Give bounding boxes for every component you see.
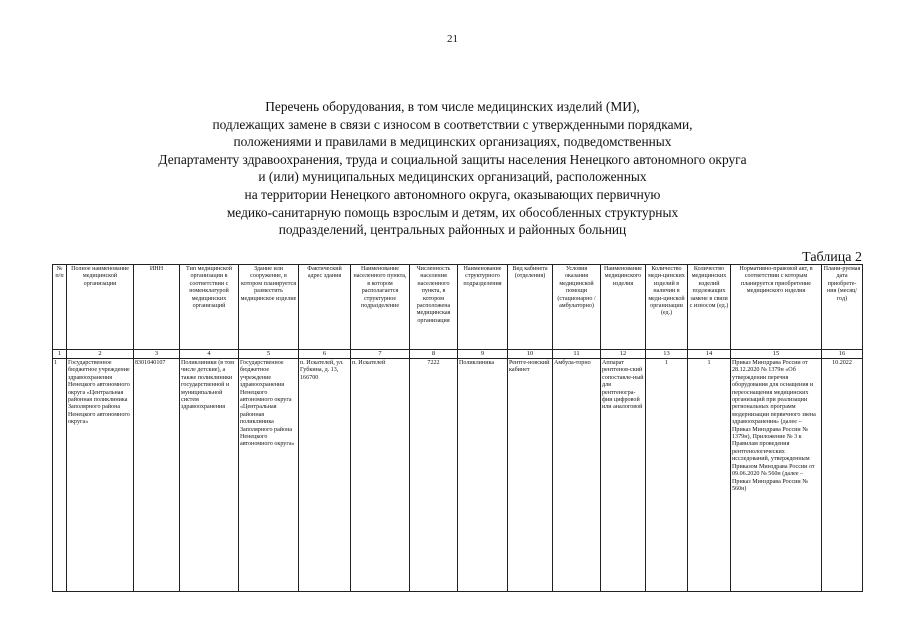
header-cell: Условия оказания медицинской помощи (стационарно / амбулаторно) [553, 265, 601, 350]
column-number: 8 [410, 350, 458, 359]
cell-department: Поликлиника [458, 359, 508, 592]
header-cell: Тип медицинской организации в соответствии с номенклатурой медицинских организаций [180, 265, 239, 350]
header-row [53, 265, 863, 350]
header-cell: Наименование медицинского изделия [601, 265, 646, 350]
column-number: 7 [351, 350, 410, 359]
column-number: 13 [646, 350, 688, 359]
cell-planned-date: 10.2022 [822, 359, 863, 592]
page-number: 21 [447, 33, 458, 45]
column-number: 6 [299, 350, 351, 359]
column-number: 11 [553, 350, 601, 359]
equipment-table [52, 264, 863, 592]
column-number: 12 [601, 350, 646, 359]
column-number: 15 [731, 350, 822, 359]
column-number: 3 [134, 350, 180, 359]
table-label: Таблица 2 [802, 250, 862, 265]
cell-population: 7222 [410, 359, 458, 592]
cell-organization-name: Государственное бюджетное учреждение здравоохранения Ненецкого автономного округа «Центральная районная поликлиника Заполярного района Ненецкого автономного округа» [67, 359, 134, 592]
header-cell: Вид кабинета (отделения) [508, 265, 553, 350]
title-line: на территории Ненецкого автономного округа, оказывающих первичную [244, 186, 661, 202]
cell-settlement: п. Искателей [351, 359, 410, 592]
title-line: Департаменту здравоохранения, труда и социальной защиты населения Ненецкого автономного округа [158, 151, 747, 167]
header-cell: Количество меди-цинских изделий в наличии в меди-цинской организации (ед.) [646, 265, 688, 350]
title-line: подразделений, центральных районных и районных больниц [278, 222, 627, 238]
column-number: 4 [180, 350, 239, 359]
header-cell: ИНН [134, 265, 180, 350]
header-cell: Наименование населенного пункта, в котором располагается структурное подразделение [351, 265, 410, 350]
title-line: и (или) муниципальных медицинских организаций, расположенных [258, 169, 647, 185]
cell-organization-type: Поликлиники (в том числе детские), а также поликлиники государственной и муниципальной систем здравоохранения [180, 359, 239, 592]
cell-address: п. Искателей, ул. Губкина, д. 13, 166700 [299, 359, 351, 592]
title-line: положениями и правилами в медицинских организациях, подведомственных [233, 134, 672, 150]
cell-index: 1 [53, 359, 67, 592]
header-cell: Полное наименование медицинской организации [67, 265, 134, 350]
column-number: 10 [508, 350, 553, 359]
title-line: подлежащих замене в связи с износом в соответствии с утвержденными порядками, [212, 116, 693, 132]
header-cell: Фактический адрес здания [299, 265, 351, 350]
column-number-row [53, 350, 863, 359]
cell-quantity-replace: 1 [688, 359, 731, 592]
header-cell: № п/п [53, 265, 67, 350]
table-row [53, 359, 863, 592]
column-number: 1 [53, 350, 67, 359]
title-line: медико-санитарную помощь взрослым и детям, их обособленных структурных [226, 204, 679, 220]
header-cell: Наименование структурного подразделения [458, 265, 508, 350]
cell-building: Государственное бюджетное учреждение здравоохранения Ненецкого автономного округа «Центральная районная поликлиника Заполярного района Ненецкого автономного округа» [239, 359, 299, 592]
cell-care-conditions: Амбула-торно [553, 359, 601, 592]
header-cell: Численность населения населенного пункта, в котором расположена медицинская организация [410, 265, 458, 350]
header-cell: Здание или сооружение, в котором планируется разместить медицинское изделие [239, 265, 299, 350]
cell-quantity-available: 1 [646, 359, 688, 592]
document-title [60, 98, 845, 239]
column-number: 2 [67, 350, 134, 359]
header-cell: Количество медицинских изделий подлежащих замене в связи с износом (ед.) [688, 265, 731, 350]
cell-legal-act: Приказ Минздрава России от 28.12.2020 № 1379н «Об утверждении перечня оборудования для оснащения и переоснащения медицинских организаций при реализации региональных программ модернизации первичного звена здравоохранения» (далее – Приказ Минздрава России № 1379н), Приложение № 3 к Правилам проведения рентгенологических исследований, утвержденным Приказом Минздрава России от 09.06.2020 № 560н (далее – Приказ Минздрава России № 560н) [731, 359, 822, 592]
cell-inn: 8301040107 [134, 359, 180, 592]
header-cell: Нормативно-правовой акт, в соответствии с которым планируется приобретение медицинского изделия [731, 265, 822, 350]
title-line: Перечень оборудования, в том числе медицинских изделий (МИ), [265, 99, 640, 114]
column-number: 16 [822, 350, 863, 359]
header-cell: Плани-руемая дата приобрете-ния (месяц/год) [822, 265, 863, 350]
cell-device-name: Аппарат рентгенов-ский сопоставле-ный для рентгеногра-фии цифровой или аналоговой [601, 359, 646, 592]
column-number: 5 [239, 350, 299, 359]
column-number: 9 [458, 350, 508, 359]
column-number: 14 [688, 350, 731, 359]
cell-cabinet-type: Рентге-новский кабинет [508, 359, 553, 592]
